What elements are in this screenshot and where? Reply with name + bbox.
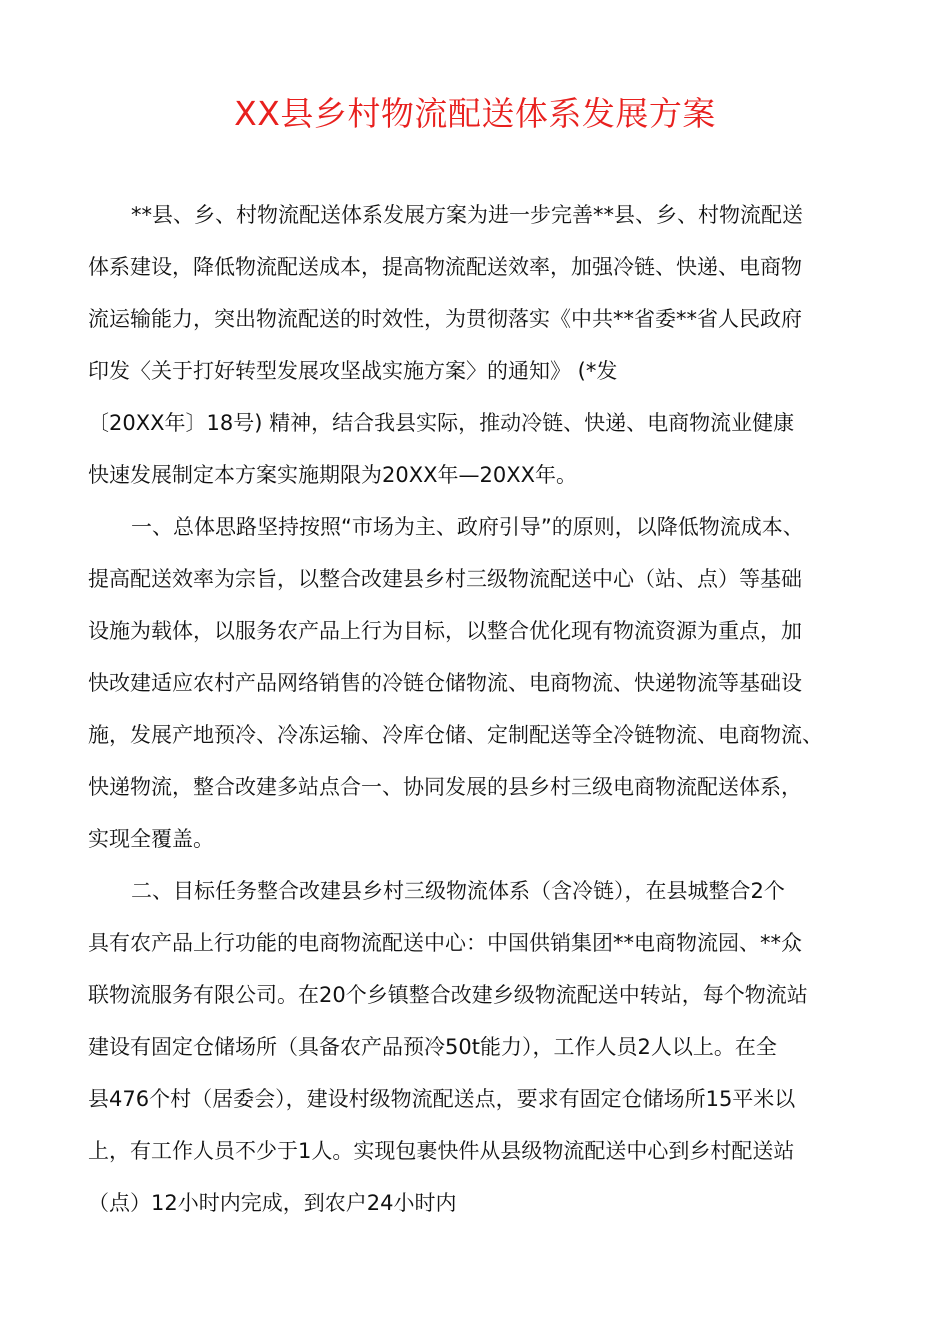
paragraph-line: 上，有工作人员不少于1人。实现包裹快件从县级物流配送中心到乡村配送站 [88,1139,795,1163]
paragraph-line: 快改建适应农村产品网络销售的冷链仓储物流、电商物流、快递物流等基础设 [88,671,802,695]
paragraph-line: 一、总体思路坚持按照“市场为主、政府引导”的原则，以降低物流成本、 [131,515,804,539]
paragraph-line: 印发〈关于打好转型发展攻坚战实施方案〉的通知》 (*发 [88,359,618,383]
paragraph-line: **县、乡、村物流配送体系发展方案为进一步完善**县、乡、村物流配送 [131,203,803,227]
paragraph-line: 建设有固定仓储场所（具备农产品预冷50t能力），工作人员2人以上。在全 [88,1035,777,1059]
document-title: XX县乡村物流配送体系发展方案 [234,94,716,133]
paragraph-line: 县476个村（居委会），建设村级物流配送点，要求有固定仓储场所15平米以 [88,1087,796,1111]
paragraph-line: 快速发展制定本方案实施期限为20XX年—20XX年。 [88,463,577,487]
paragraph-line: 〔20XX年〕18号) 精神，结合我县实际，推动冷链、快递、电商物流业健康 [88,411,795,435]
paragraph-line: 快递物流，整合改建多站点合一、协同发展的县乡村三级电商物流配送体系， [88,775,802,799]
paragraph-line: 流运输能力，突出物流配送的时效性，为贯彻落实《中共**省委**省人民政府 [88,307,802,331]
paragraph-line: 提高配送效率为宗旨，以整合改建县乡村三级物流配送中心（站、点）等基础 [88,567,802,591]
paragraph-line: 体系建设，降低物流配送成本，提高物流配送效率，加强冷链、快递、电商物 [88,255,802,279]
paragraph-line: （点）12小时内完成，到农户24小时内 [88,1191,457,1215]
paragraph-line: 联物流服务有限公司。在20个乡镇整合改建乡级物流配送中转站，每个物流站 [88,983,808,1007]
paragraph-line: 施，发展产地预冷、冷冻运输、冷库仓储、定制配送等全冷链物流、电商物流、 [88,723,823,747]
paragraph-line: 二、目标任务整合改建县乡村三级物流体系（含冷链），在县城整合2个 [131,879,785,903]
paragraph-line: 设施为载体，以服务农产品上行为目标，以整合优化现有物流资源为重点，加 [88,619,802,643]
paragraph-line: 实现全覆盖。 [88,827,214,851]
paragraph-line: 具有农产品上行功能的电商物流配送中心：中国供销集团**电商物流园、**众 [88,931,802,955]
